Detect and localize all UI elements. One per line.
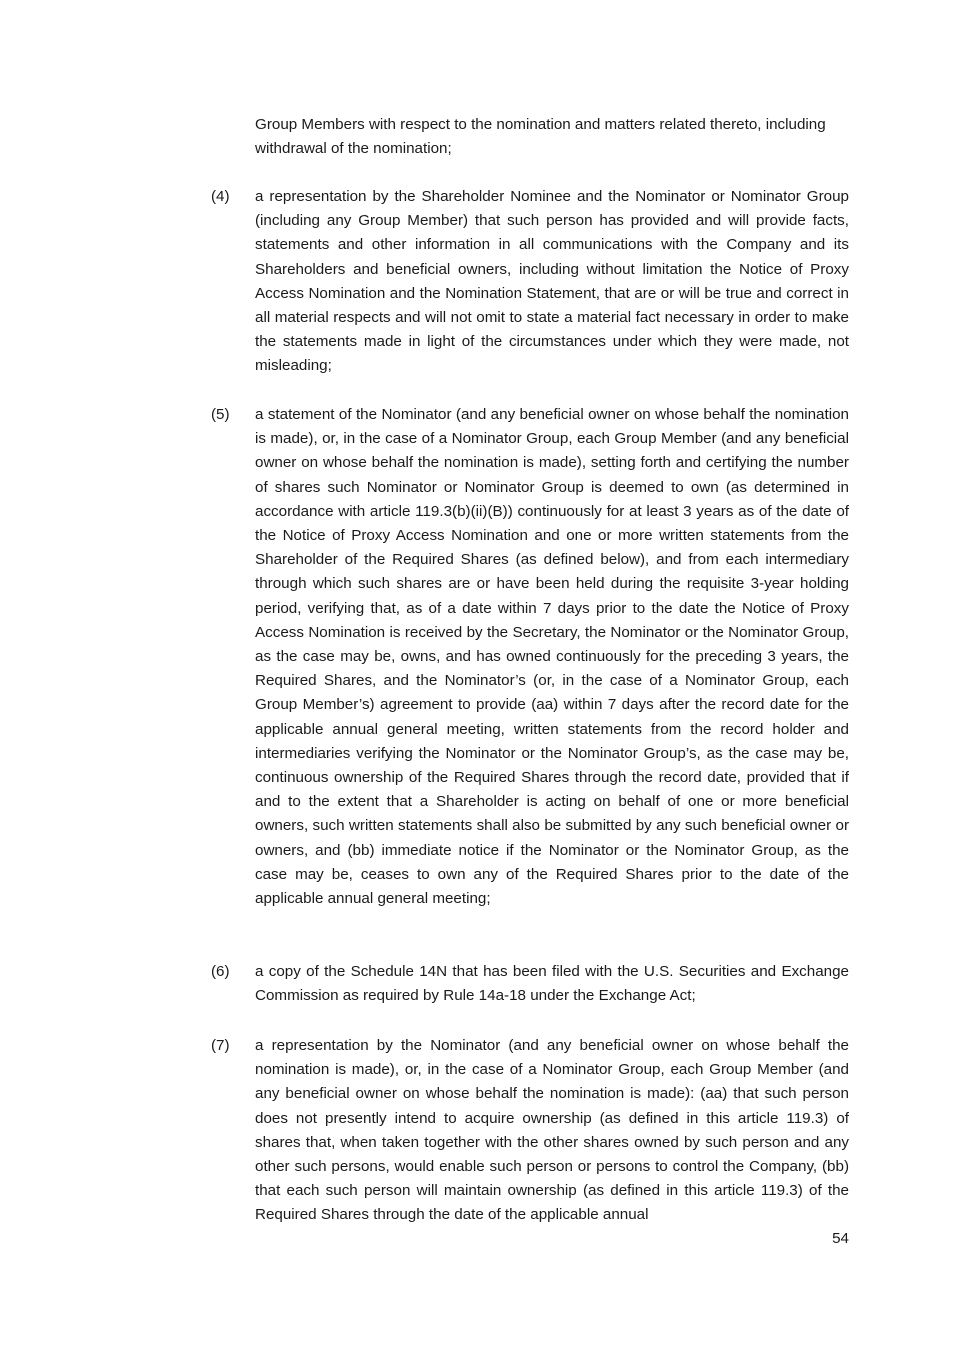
item-text-4: a representation by the Shareholder Nominee and the Nominator or Nominator Group (including any Group Member) that such person has provided and will provide facts, statements and other information in all communications with the Company and its Shareholders and beneficial owners, including without limitation the Notice of Proxy Access Nomination and the Nomination Statement, that are or will be true and correct in all material respects and will not omit to state a material fact necessary in order to make the statements made in light of the circumstances under which they were made, not misleading; [255,188,849,375]
item-number-6: (6) [211,963,230,980]
item-text-6: a copy of the Schedule 14N that has been filed with the U.S. Securities and Exchange Commission as required by Rule 14a-18 under the Exchange Act; [255,963,849,1005]
item-number-5: (5) [211,406,230,423]
item-number-4: (4) [211,188,230,205]
item-text-5: a statement of the Nominator (and any beneficial owner on whose behalf the nomination is made), or, in the case of a Nominator Group, each Group Member (and any beneficial owner on whose behalf the nomination is made), setting forth and certifying the number of shares such Nominator or Nominator Group is deemed to own (as determined in accordance with article 119.3(b)(ii)(B)) continuously for at least 3 years as of the date of the Notice of Proxy Access Nomination and one or more written statements from the Shareholder of the Required Shares (as defined below), and from each intermediary through which such shares are or have been held during the requisite 3-year holding period, verifying that, as of a date within 7 days prior to the date the Notice of Proxy Access Nomination is received by the Secretary, the Nominator or the Nominator Group, as the case may be, owns, and has owned continuously for the preceding 3 years, the Required Shares, and the Nominator’s (or, in the case of a Nominator Group, each Group Member’s) agreement to provide (aa) within 7 days after the record date for the applicable annual general meeting, written statements from the record holder and intermediaries verifying the Nominator or the Nominator Group’s, as the case may be, continuous ownership of the Required Shares through the record date, provided that if and to the extent that a Shareholder is acting on behalf of one or more beneficial owners, such written statements shall also be submitted by any such beneficial owner or owners, and (bb) immediate notice if the Nominator or the Nominator Group, as the case may be, ceases to own any of the Required Shares prior to the date of the applicable annual general meeting; [255,406,849,908]
item-text-7: a representation by the Nominator (and any beneficial owner on whose behalf the nomination is made), or, in the case of a Nominator Group, each Group Member (and any beneficial owner on whose behalf the nomination is made): (aa) that such person does not presently intend to acquire ownership (as defined in this article 119.3) of shares that, when taken together with the other shares owned by such person and any other such persons, would enable such person or persons to control the Company, (bb) that each such person will maintain ownership (as defined in this article 119.3) of the Required Shares through the date of the applicable annual [255,1037,849,1224]
item-number-7: (7) [211,1037,230,1054]
continuation-paragraph: Group Members with respect to the nomination and matters related thereto, including withdrawal of the nomination; [255,116,826,158]
page-number: 54 [832,1230,849,1247]
